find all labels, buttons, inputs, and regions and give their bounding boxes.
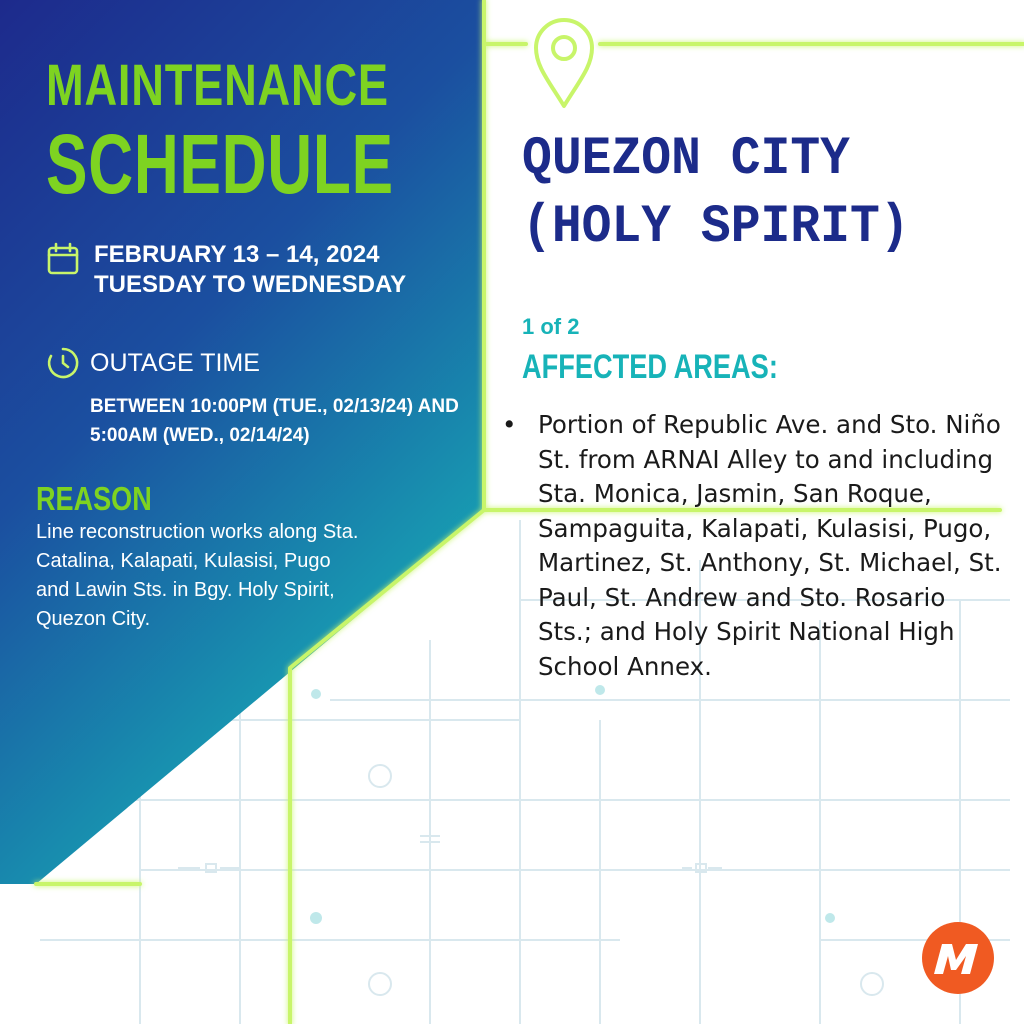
affected-areas-heading: AFFECTED AREAS: bbox=[522, 348, 778, 386]
outage-time-row bbox=[46, 346, 260, 380]
barangay-name: (HOLY SPIRIT) bbox=[522, 197, 910, 258]
location-pin-icon bbox=[528, 14, 600, 114]
calendar-icon bbox=[46, 242, 80, 276]
title-maintenance: MAINTENANCE bbox=[46, 53, 389, 118]
city-name: QUEZON CITY bbox=[522, 129, 850, 190]
page-indicator: 1 of 2 bbox=[522, 314, 580, 339]
schedule-days: TUESDAY TO WEDNESDAY bbox=[94, 271, 407, 298]
meralco-logo-icon bbox=[920, 920, 996, 996]
list-item: • Portion of Republic Ave. and Sto. Niño St. from ARNAI Alley to and including Sta. Monica, Jasmin, San Roque, Sampaguita, Kalapati, Kulasisi, Pugo, Martinez, St. Anthony, St. Michael, St. Paul, St. Andrew and Sto. Rosario Sts.; and Holy Spirit National High School Annex. bbox=[502, 408, 1002, 684]
reason-heading: REASON bbox=[36, 480, 152, 517]
schedule-date-row bbox=[46, 240, 406, 300]
outage-time-label: OUTAGE TIME bbox=[90, 348, 260, 377]
schedule-date: FEBRUARY 13 – 14, 2024 bbox=[94, 241, 380, 268]
schedule-dates bbox=[94, 240, 406, 300]
clock-icon bbox=[46, 346, 80, 380]
reason-text: Line reconstruction works along Sta. Catalina, Kalapati, Kulasisi, Pugo and Lawin Sts. in Bgy. Holy Spirit, Quezon City. bbox=[36, 521, 359, 630]
outage-time-value: BETWEEN 10:00PM (TUE., 02/13/24) AND 5:00AM (WED., 02/14/24) bbox=[90, 396, 459, 446]
title-schedule: SCHEDULE bbox=[46, 117, 394, 211]
affected-areas-list bbox=[502, 408, 1002, 684]
city-heading bbox=[522, 126, 910, 262]
